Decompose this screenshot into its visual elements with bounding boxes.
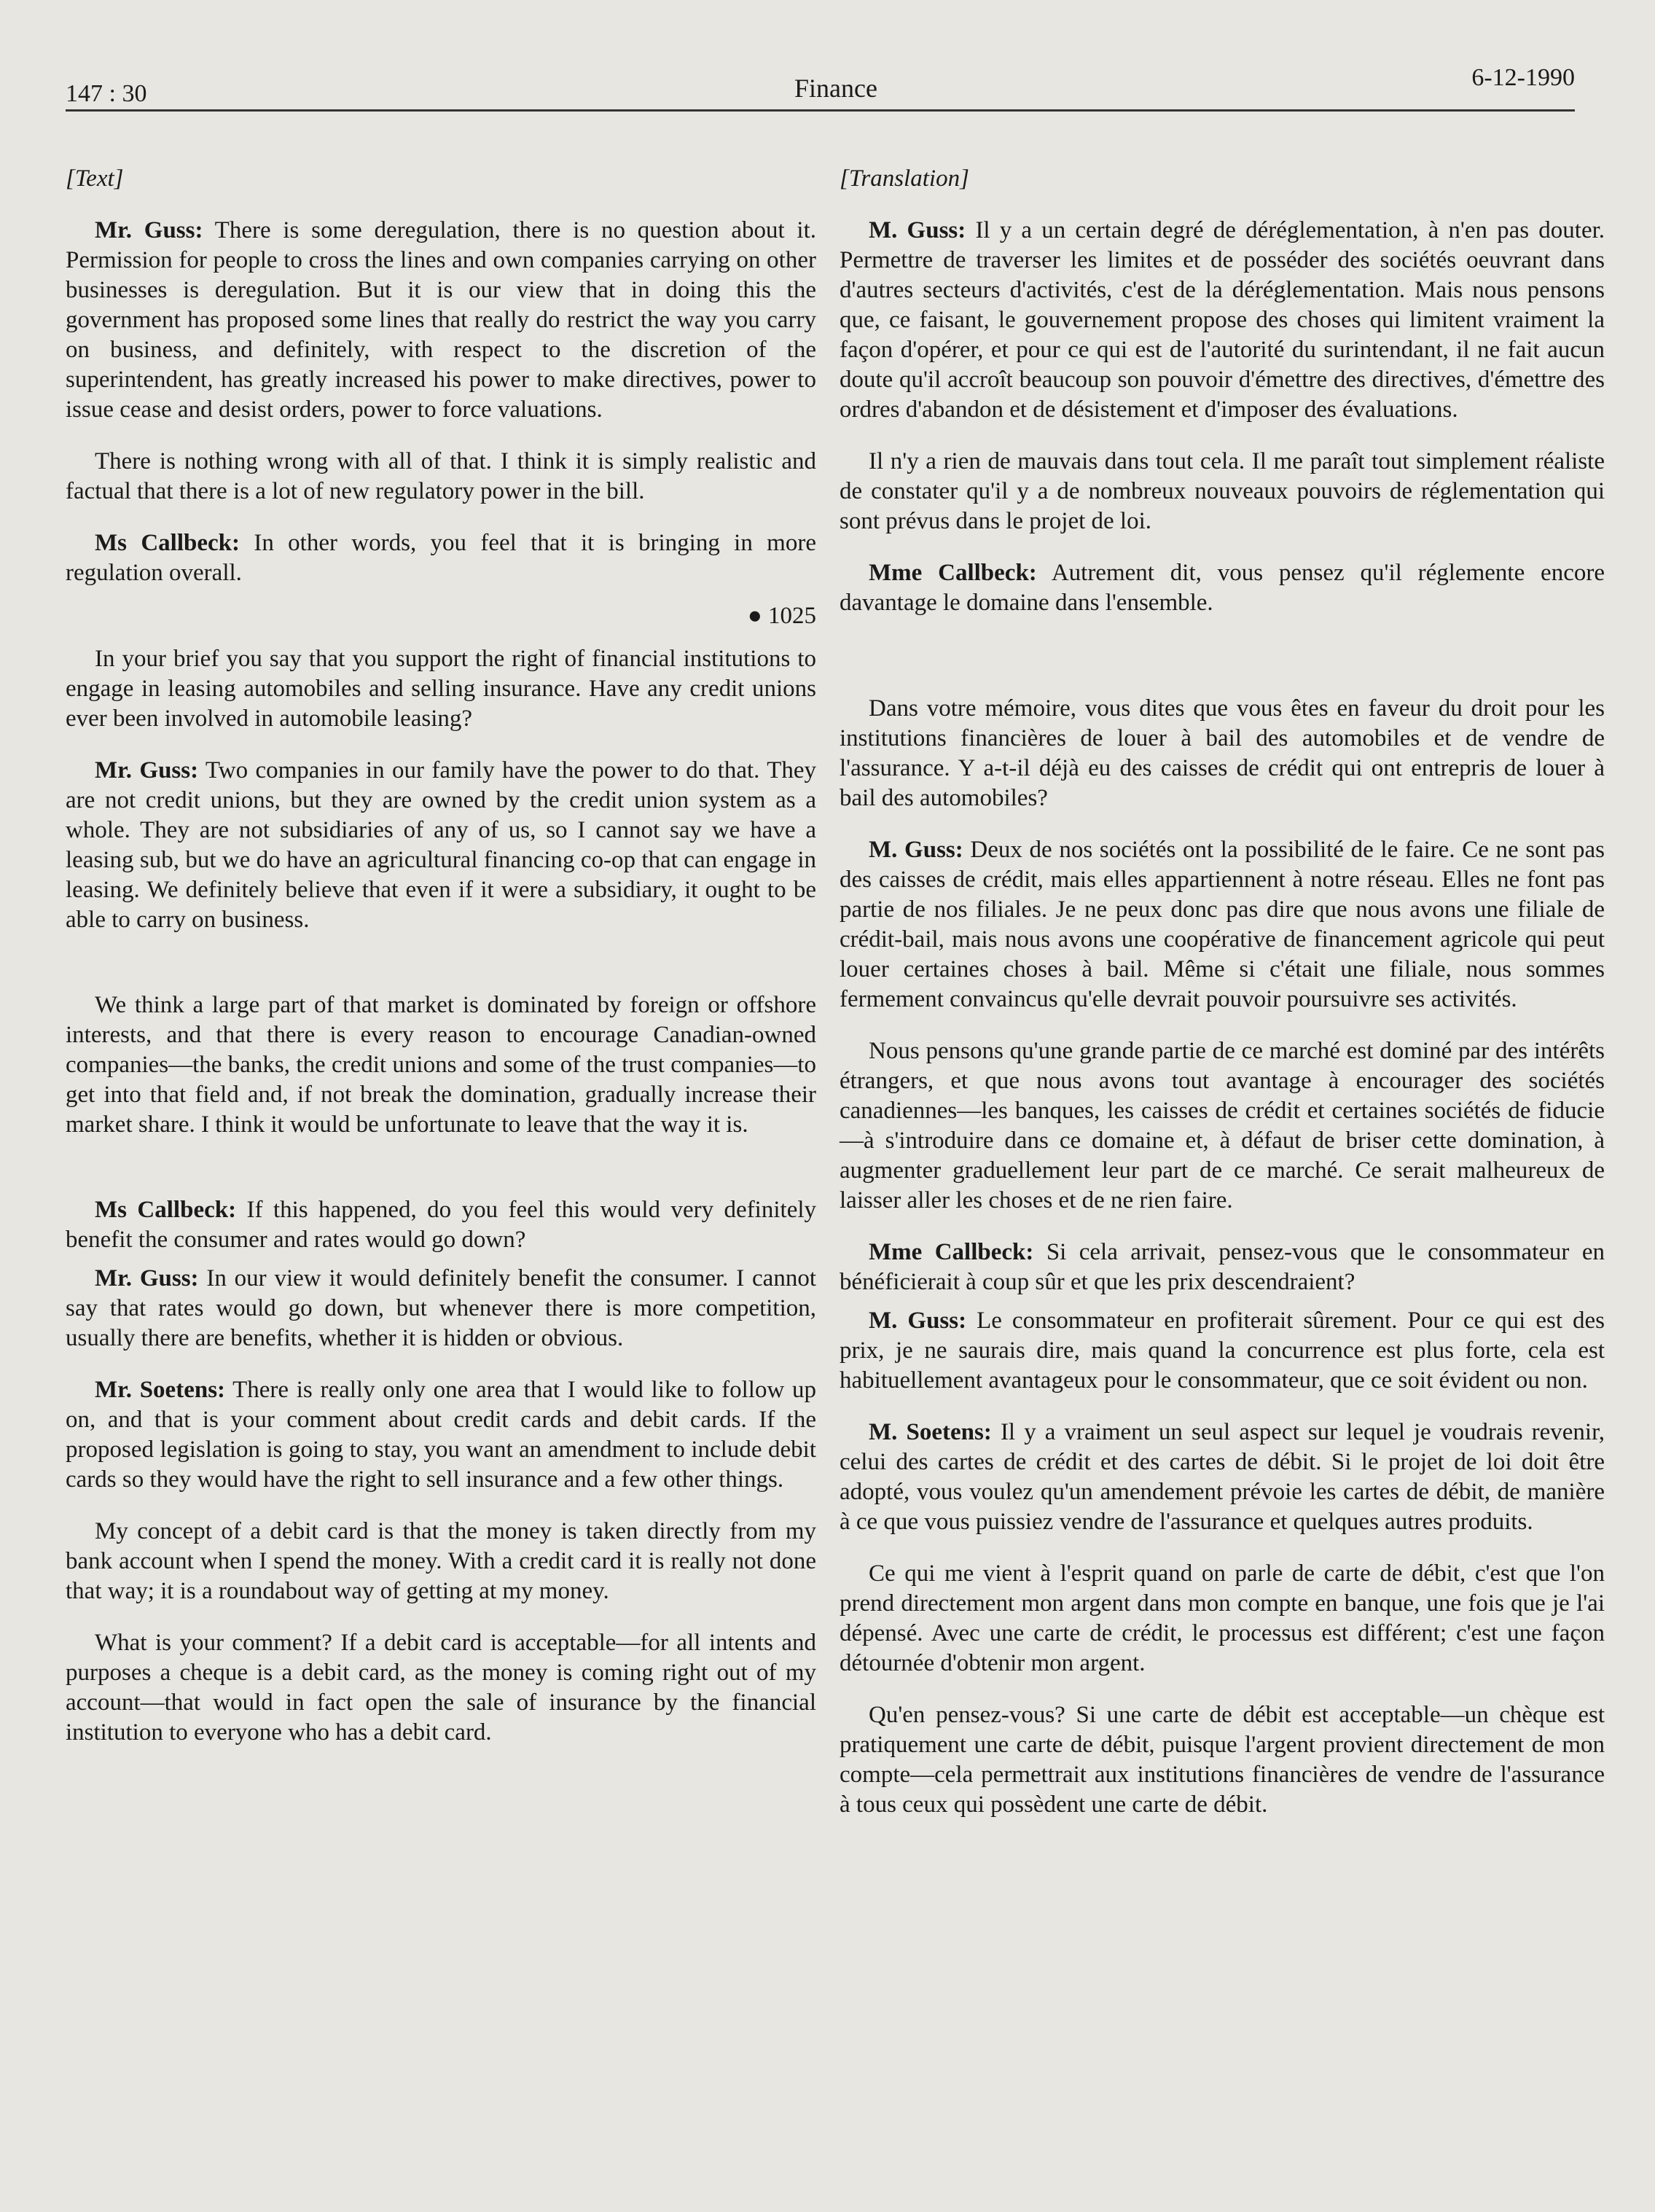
french-column (840, 164, 1605, 1829)
paragraph (66, 756, 816, 935)
speaker: Mr. Soetens: (95, 1377, 226, 1403)
paragraph-text: Deux de nos sociétés ont la possibilité de le faire. Ce ne sont pas des caisses de crédit, mais elles appartiennent à notre réseau. Elles ne font pas partie de nos filiales. Je ne peux donc pas dire que nous avons une filiale de crédit-bail, mais nous avons une coopérative de financement agricole qui peut louer certaines choses à bail. Même si c'était une filiale, nous sommes fermement convaincus qu'elle devrait pouvoir poursuivre ses activités. (840, 837, 1605, 1012)
paragraph-text: If this happened, do you feel this would very definitely benefit the consumer and rates would go down? (66, 1197, 817, 1253)
english-column (66, 164, 816, 1756)
paragraph (66, 990, 816, 1140)
paragraph (840, 1238, 1605, 1297)
paragraph-text: Le consommateur en profiterait sûrement. Pour ce qui est des prix, je ne saurais dire, mais quand la concurrence est plus forte, cela est habituellement avantageux pour le consommateur, que ce soit évident ou non. (840, 1308, 1605, 1394)
paragraph-text: Il y a un certain degré de déréglementation, à n'en pas douter. Permettre de traverser les limites et de posséder des sociétés oeuvrant dans d'autres secteurs d'activités, c'est de la déréglementation. Mais nous pensons que, ce faisant, le gouvernement propose des choses qui limitent vraiment la façon d'opérer, et pour ce qui est de l'autorité du surintendant, il ne fait aucun doute qu'il accroît beaucoup son pouvoir d'émettre des directives, d'émettre des ordres d'abandon et de désistement et d'imposer des évaluations. (840, 217, 1605, 423)
paragraph (840, 835, 1605, 1015)
paragraph-text: Nous pensons qu'une grande partie de ce marché est dominé par des intérêts étrangers, et que nous avons tout avantage à encourager des sociétés canadiennes—les banques, les caisses de crédit et certaines sociétés de fiducie—à s'introduire dans ce domaine et, à défaut de briser cette domination, à augmenter graduellement leur part de ce marché. Ce serait malheureux de laisser aller les choses et de ne rien faire. (840, 1038, 1605, 1214)
paragraph (840, 1418, 1605, 1537)
paragraph-text: Si cela arrivait, pensez-vous que le consommateur en bénéficierait à coup sûr et que les prix descendraient? (840, 1239, 1605, 1295)
paragraph (66, 1628, 816, 1748)
paragraph-text: There is really only one area that I would like to follow up on, and that is your comment about credit cards and debit cards. If the proposed legislation is going to stay, you want an amendment to include debit cards so they would have the right to sell insurance and a few other things. (66, 1377, 816, 1493)
speaker: Mme Callbeck: (869, 1239, 1034, 1265)
speaker: Ms Callbeck: (95, 1197, 237, 1223)
paragraph (66, 1517, 816, 1606)
paragraph (840, 1036, 1605, 1216)
speaker: M. Guss: (869, 217, 966, 243)
paragraph-text: My concept of a debit card is that the money is taken directly from my bank account when I spend the money. With a credit card it is really not done that way; it is a roundabout way of getting at my money. (66, 1518, 816, 1604)
section-title: Finance (794, 74, 877, 103)
paragraph (840, 558, 1605, 618)
paragraph-text: We think a large part of that market is dominated by foreign or offshore interests, and that there is every reason to encourage Canadian-owned companies—the banks, the credit unions and some of the trust companies—to get into that field and, if not break the domination, gradually increase their market share. I think it would be unfortunate to leave that the way it is. (66, 992, 816, 1138)
paragraph-text: There is some deregulation, there is no question about it. Permission for people to cross the lines and own companies carrying on other businesses is deregulation. But it is our view that in doing this the government has proposed some lines that really do restrict the way you carry on business, and definitely, with respect to the discretion of the superintendent, has greatly increased his power to make directives, power to issue cease and desist orders, power to force valuations. (66, 217, 816, 423)
paragraph-text: Autrement dit, vous pensez qu'il réglemente encore davantage le domaine dans l'ensemble. (840, 560, 1605, 616)
column-label: [Translation] (840, 165, 969, 192)
paragraph (840, 447, 1605, 536)
paragraph (66, 216, 816, 425)
speaker: Ms Callbeck: (95, 530, 240, 556)
paragraph (66, 1195, 816, 1255)
paragraph (840, 694, 1605, 813)
page-date: 6-12-1990 (1471, 64, 1575, 91)
paragraph-text: In our view it would definitely benefit the consumer. I cannot say that rates would go down, but whenever there is more competition, usually there are benefits, whether it is hidden or obvious. (66, 1265, 816, 1351)
paragraph-text: Qu'en pensez-vous? Si une carte de débit est acceptable—un chèque est pratiquement une carte de débit, puisque l'argent provient directement de mon compte—cela permettrait aux institutions financières de vendre de l'assurance à tous ceux qui possèdent une carte de débit. (840, 1702, 1605, 1818)
paragraph-text: Il n'y a rien de mauvais dans tout cela. Il me paraît tout simplement réaliste de constater qu'il y a de nombreux nouveaux pouvoirs de réglementation qui sont prévus dans le projet de loi. (840, 448, 1605, 534)
paragraph-text: Ce qui me vient à l'esprit quand on parle de carte de débit, c'est que l'on prend directement mon argent dans mon compte en banque, une fois que je l'ai dépensé. Avec une carte de crédit, le processus est différent; c'est une façon détournée d'obtenir mon argent. (840, 1560, 1605, 1676)
page-reference: 147 : 30 (66, 80, 147, 107)
speaker: M. Guss: (869, 837, 963, 863)
header-rule (66, 109, 1575, 112)
paragraph (840, 1700, 1605, 1820)
column-label: [Text] (66, 165, 124, 192)
speaker: M. Guss: (869, 1308, 967, 1334)
paragraph-text: What is your comment? If a debit card is acceptable—for all intents and purposes a cheque is a debit card, as the money is coming right out of my account—that would in fact open the sale of insurance by the financial institution to everyone who has a debit card. (66, 1630, 816, 1746)
paragraph (66, 1264, 816, 1353)
paragraph-text: In other words, you feel that it is bringing in more regulation overall. (66, 530, 816, 586)
speaker: Mr. Guss: (95, 1265, 199, 1291)
paragraph-text: Two companies in our family have the power to do that. They are not credit unions, but they are owned by the credit union system as a whole. They are not subsidiaries of any of us, so I cannot say we have a leasing sub, but we do have an agricultural financing co-op that can engage in leasing. We definitely believe that even if it were a subsidiary, it ought to be able to carry on business. (66, 757, 816, 933)
time-marker: ● 1025 (747, 603, 816, 629)
paragraph-text: There is nothing wrong with all of that. I think it is simply realistic and factual that there is a lot of new regulatory power in the bill. (66, 448, 816, 504)
paragraph (840, 1559, 1605, 1678)
paragraph (66, 447, 816, 507)
paragraph (66, 1375, 816, 1495)
speaker: M. Soetens: (869, 1419, 992, 1445)
speaker: Mme Callbeck: (869, 560, 1037, 586)
paragraph-text: Dans votre mémoire, vous dites que vous êtes en faveur du droit pour les institutions financières de louer à bail des automobiles et de vendre de l'assurance. Y a-t-il déjà eu des caisses de crédit qui ont entrepris de louer à bail des automobiles? (840, 695, 1605, 811)
paragraph (840, 1306, 1605, 1396)
paragraph (66, 644, 816, 734)
paragraph-text: In your brief you say that you support the right of financial institutions to engage in leasing automobiles and selling insurance. Have any credit unions ever been involved in automobile leasing? (66, 646, 816, 732)
paragraph (66, 528, 816, 588)
speaker: Mr. Guss: (95, 217, 203, 243)
speaker: Mr. Guss: (95, 757, 199, 783)
paragraph-text: Il y a vraiment un seul aspect sur lequel je voudrais revenir, celui des cartes de crédit et des cartes de débit. Si le projet de loi doit être adopté, vous voulez qu'un amendement prévoie les cartes de débit, de manière à ce que vous puissiez vendre de l'assurance et quelques autres produits. (840, 1419, 1605, 1535)
paragraph (840, 216, 1605, 425)
